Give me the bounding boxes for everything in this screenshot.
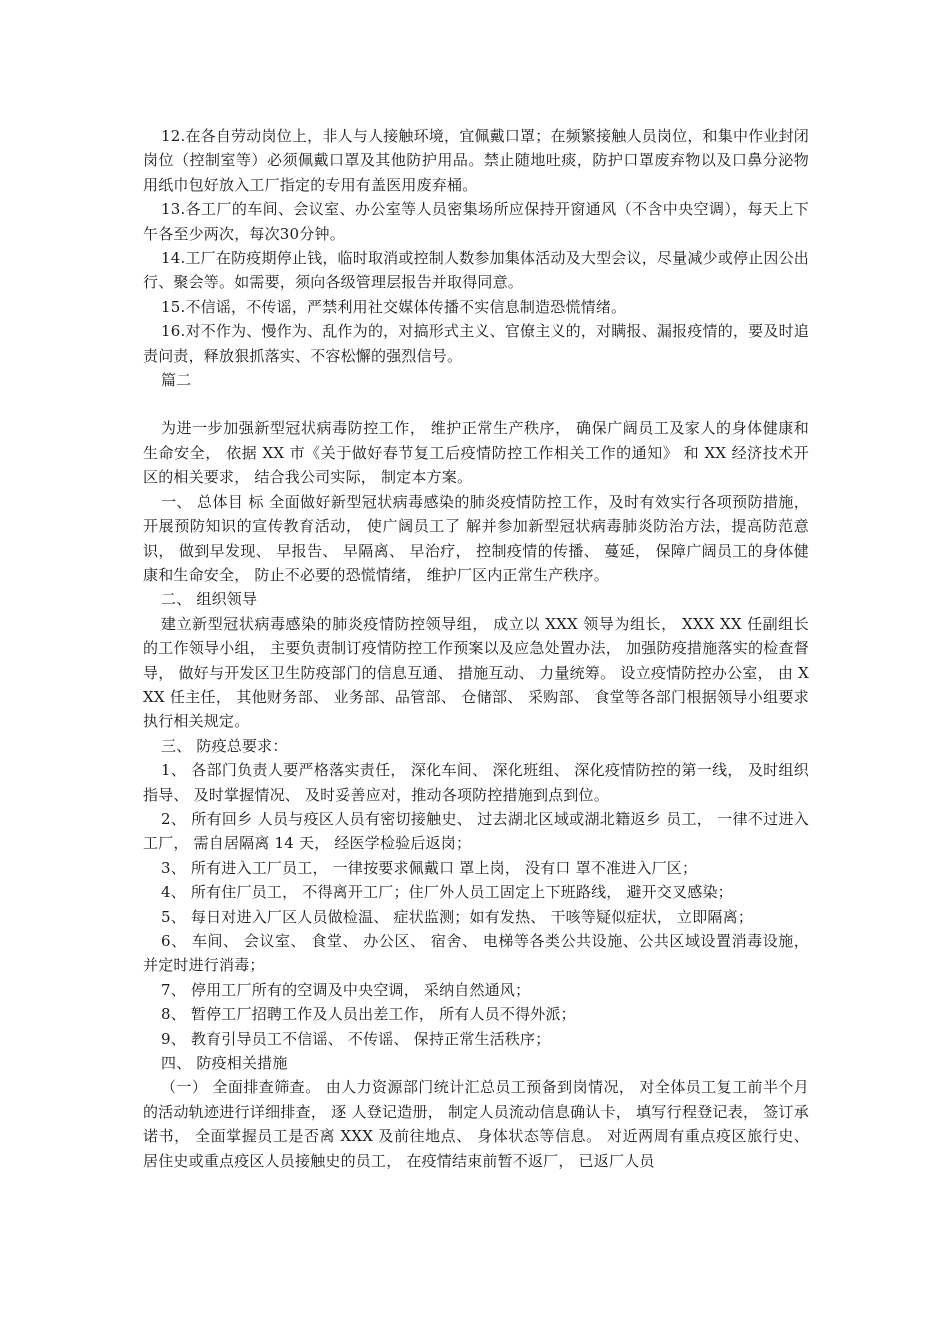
paragraph-item-13: 13.各工厂的车间、会议室、办公室等人员密集场所应保持开窗通风（不含中央空调），每天上下午各至少两次，每次30分钟。: [143, 200, 809, 243]
overall-goal-paragraph: 一、 总体目 标 全面做好新型冠状病毒感染的肺炎疫情防控工作，及时有效实行各项预防措施， 开展预防知识的宣传教育活动， 使广阔员工了 解并参加新型冠状病毒肺炎防治方法，提高防范意识， 做到早发现、 早报告、 早隔离、 早治疗， 控制疫情的传播、 蔓延， 保障广阔员工的身体健康和生命安全， 防止不必要的恐慌情绪， 维护厂区内正常生产秩序。: [143, 492, 809, 584]
requirement-item-1: 1、 各部门负责人要严格落实责任， 深化车间、 深化班组、 深化疫情防控的第一线， 及时组织指导、 及时掌握情况、 及时妥善应对，推动各项防控措施到点到位。: [143, 761, 809, 804]
requirement-item-6: 6、 车间、 会议室、 食堂、 办公区、 宿舍、 电梯等各类公共设施、公共区域设置消毒设施， 并定时进行消毒；: [143, 932, 809, 975]
requirement-item-7: 7、 停用工厂所有的空调及中央空调， 采纳自然通风；: [161, 980, 531, 999]
paragraph-item-15: 15.不信谣，不传谣，严禁利用社交媒体传播不实信息制造恐慌情绪。: [161, 297, 627, 316]
requirement-item-4: 4、 所有住厂员工， 不得离开工厂；住厂外人员工固定上下班路线， 避开交叉感染；: [161, 883, 733, 902]
document-body: [143, 124, 809, 1173]
section-label: 篇二: [161, 371, 192, 390]
requirement-item-3: 3、 所有进入工厂员工， 一律按要求佩戴口 罩上岗， 没有口 罩不准进入厂区；: [161, 858, 698, 877]
requirement-item-8: 8、 暂停工厂招聘工作及人员出差工作， 所有人员不得外派；: [161, 1005, 576, 1024]
requirement-item-5: 5、 每日对进入厂区人员做检温、 症状监测；如有发热、 干咳等疑似症状， 立即隔离；: [161, 907, 754, 926]
section-spacer: [143, 392, 809, 416]
paragraph-item-14: 14.工厂在防疫期停止钱，临时取消或控制人数参加集体活动及大型会议，尽量减少或停止因公出行、聚会等。如需要，须向各级管理层报告并取得同意。: [143, 249, 809, 292]
requirement-item-2: 2、 所有回乡 人员与疫区人员有密切接触史、 过去湖北区域或湖北籍返乡 员工， 一律不过进入工厂， 需自居隔离 14 天， 经医学检验后返岗；: [143, 809, 809, 853]
organization-paragraph: 建立新型冠状病毒感染的肺炎疫情防控领导组， 成立以 XXX 领导为组长， XXX XX 任副组长的工作领导小组， 主要负责制订疫情防控工作预案以及应急处置办法， 加强防疫措施落实的检查督导， 做好与开发区卫生防疫部门的信息互通、 措施互动、 力量统筹。 设立疫情防控办公室， 由 XXX 任主任， 其他财务部、 业务部、品管部、 仓储部、 采购部、 食堂等各部门根据领导小组要求执行相关规定。: [143, 614, 809, 731]
paragraph-item-12: 12.在各自劳动岗位上，非人与人接触环境，宜佩戴口罩；在频繁接触人员岗位，和集中作业封闭岗位（控制室等）必须佩戴口罩及其他防护用品。禁止随地吐痰，防护口罩废弃物以及口鼻分泌物用纸巾包好放入工厂指定的专用有盖医用废弃桶。: [143, 127, 809, 194]
intro-paragraph: 为进一步加强新型冠状病毒防控工作， 维护正常生产秩序， 确保广阔员工及家人的身体健康和生命安全， 依据 XX 市《关于做好春节复工后疫情防控工作相关工作的通知》 和 XX 经济技术开区的相关要求， 结合我公司实际， 制定本方案。: [143, 419, 809, 487]
requirement-item-9: 9、 教育引导员工不信谣、 不传谣、 保持正常生活秩序；: [161, 1029, 551, 1048]
organization-heading: 二、 组织领导: [161, 590, 258, 609]
paragraph-item-16: 16.对不作为、慢作为、乱作为的，对搞形式主义、官僚主义的，对瞒报、漏报疫情的，要及时追责问责，释放狠抓落实、不容松懈的强烈信号。: [143, 322, 809, 365]
measure-item-1: （一） 全面排查筛查。 由人力资源部门统计汇总员工预备到岗情况， 对全体员工复工前半个月 的活动轨迹进行详细排查， 逐 人登记造册， 制定人员流动信息确认卡， 填写行程登记表， 签订承诺书， 全面掌握员工是否离 XXX 及前往地点、 身体状态等信息。 对近两周有重点疫区旅行史、 居住史或重点疫区人员接触史的员工， 在疫情结束前暂不返厂， 已返厂人员: [143, 1078, 809, 1170]
requirements-heading: 三、 防疫总要求：: [161, 736, 288, 755]
measures-heading: 四、 防疫相关措施: [161, 1054, 288, 1073]
